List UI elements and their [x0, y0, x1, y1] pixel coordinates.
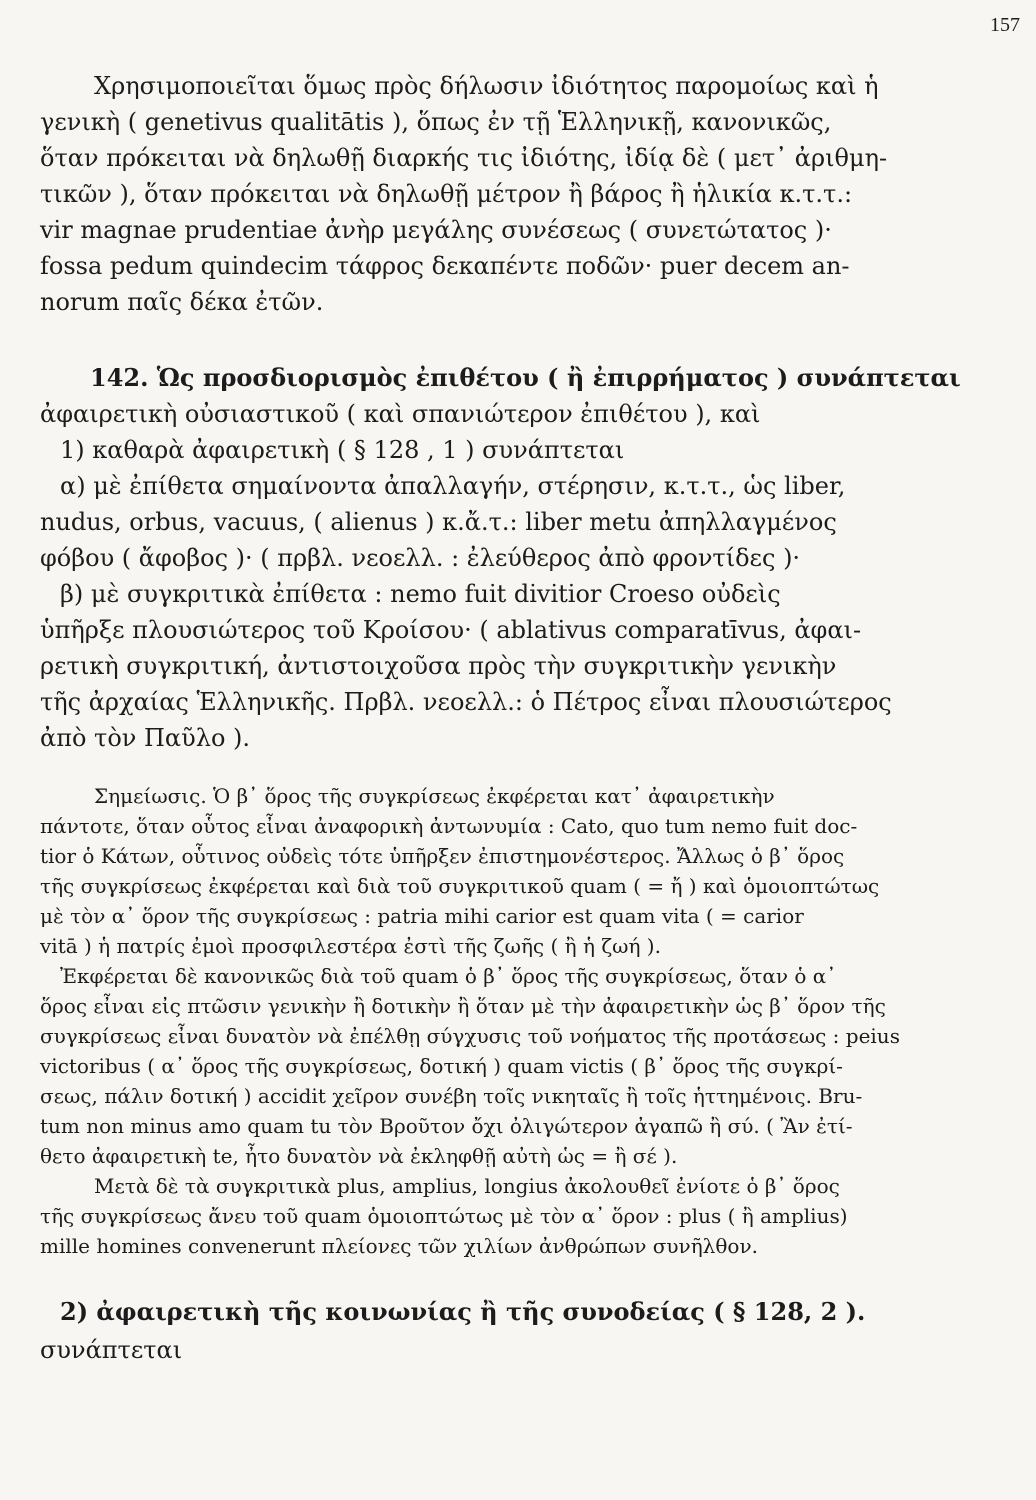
text-line: fossa pedum quindecim τάφρος δεκαπέντε ποδῶν· puer decem an- — [40, 252, 850, 280]
text-line: norum παῖς δέκα ἐτῶν. — [40, 288, 324, 316]
note-line: σεως, πάλιν δοτική ) accidit χεῖρον συνέβη τοῖς νικηταῖς ἢ τοῖς ἡττημένοις. Bru- — [40, 1084, 863, 1108]
text-line: ρετικὴ συγκριτική, ἀντιστοιχοῦσα πρὸς τὴν συγκριτικὴν γενικὴν — [40, 652, 837, 680]
page-number: 157 — [990, 14, 1020, 36]
text-line: γενικὴ ( genetivus qualitātis ), ὅπως ἐν τῇ Ἑλληνικῇ, κανονικῶς, — [40, 108, 832, 136]
note-line: victoribus ( α᾽ ὅρος τῆς συγκρίσεως, δοτική ) quam victis ( β᾽ ὅρος τῆς συγκρί- — [40, 1054, 843, 1078]
text-line: ὅταν πρόκειται νὰ δηλωθῇ διαρκής τις ἰδιότης, ἰδίᾳ δὲ ( μετ᾽ ἀριθμη- — [40, 144, 888, 172]
text-line: Χρησιμοποιεῖται ὅμως πρὸς δήλωσιν ἰδιότητος παρομοίως καὶ ἡ — [94, 72, 879, 100]
note-line: πάντοτε, ὅταν οὗτος εἶναι ἀναφορικὴ ἀντωνυμία : Cato, quo tum nemo fuit doc- — [40, 814, 858, 838]
section-heading: 142. Ὡς προσδιορισμὸς ἐπιθέτου ( ἢ ἐπιρρήματος ) συνάπτεται — [90, 363, 961, 392]
note-line: ὅρος εἶναι εἰς πτῶσιν γενικὴν ἢ δοτικὴν ἢ ὅταν μὲ τὴν ἀφαιρετικὴν ὡς β᾽ ὅρον τῆς — [40, 994, 886, 1018]
note-line: tior ὁ Κάτων, οὗτινος οὐδεὶς τότε ὑπῆρξεν ἐπιστημονέστερος. Ἄλλως ὁ β᾽ ὅρος — [40, 844, 845, 868]
text-line: συνάπτεται — [40, 1336, 183, 1364]
text-line: β) μὲ συγκριτικὰ ἐπίθετα : nemo fuit divitior Croeso οὐδεὶς — [60, 580, 781, 608]
note-line: vitā ) ἡ πατρίς ἐμοὶ προσφιλεστέρα ἐστὶ τῆς ζωῆς ( ἢ ἡ ζωή ). — [40, 934, 661, 958]
text-line: ὑπῆρξε πλουσιώτερος τοῦ Κροίσου· ( ablativus comparatīvus, ἀφαι- — [40, 616, 862, 644]
note-line: θετο ἀφαιρετικὴ te, ἦτο δυνατὸν νὰ ἐκληφθῇ αὐτὴ ὡς = ἢ σέ ). — [40, 1144, 678, 1168]
text-line: φόβου ( ἄφοβος )· ( πρβλ. νεοελλ. : ἐλεύθερος ἀπὸ φροντίδες )· — [40, 544, 801, 572]
text-line: nudus, orbus, vacuus, ( alienus ) κ.ἄ.τ.: liber metu ἀπηλλαγμένος — [40, 508, 837, 536]
subsection-heading: 2) ἀφαιρετικὴ τῆς κοινωνίας ἢ τῆς συνοδείας ( § 128, 2 ). — [60, 1297, 866, 1326]
note-line: mille homines convenerunt πλείονες τῶν χιλίων ἀνθρώπων συνῆλθον. — [40, 1234, 758, 1258]
text-line: 1) καθαρὰ ἀφαιρετικὴ ( § 128 , 1 ) συνάπτεται — [60, 436, 625, 464]
text-line: ἀπὸ τὸν Παῦλο ). — [40, 724, 251, 752]
text-line: τικῶν ), ὅταν πρόκειται νὰ δηλωθῇ μέτρον ἢ βάρος ἢ ἡλικία κ.τ.τ.: — [40, 180, 853, 208]
note-line: τῆς συγκρίσεως ἄνευ τοῦ quam ὁμοιοπτώτως μὲ τὸν α᾽ ὅρον : plus ( ἢ amplius) — [40, 1204, 848, 1228]
note-line: Ἐκφέρεται δὲ κανονικῶς διὰ τοῦ quam ὁ β᾽ ὅρος τῆς συγκρίσεως, ὅταν ὁ α᾽ — [60, 964, 837, 988]
note-line: Σημείωσις. Ὁ β᾽ ὅρος τῆς συγκρίσεως ἐκφέρεται κατ᾽ ἀφαιρετικὴν — [94, 784, 775, 808]
text-line: τῆς ἀρχαίας Ἑλληνικῆς. Πρβλ. νεοελλ.: ὁ Πέτρος εἶναι πλουσιώτερος — [40, 688, 892, 716]
text-line: vir magnae prudentiae ἀνὴρ μεγάλης συνέσεως ( συνετώτατος )· — [40, 216, 832, 244]
note-line: τῆς συγκρίσεως ἐκφέρεται καὶ διὰ τοῦ συγκριτικοῦ quam ( = ἤ ) καὶ ὁμοιοπτώτως — [40, 874, 880, 898]
text-line: ἀφαιρετικὴ οὐσιαστικοῦ ( καὶ σπανιώτερον ἐπιθέτου ), καὶ — [40, 400, 761, 428]
note-line: tum non minus amo quam tu τὸν Βροῦτον ὄχι ὀλιγώτερον ἀγαπῶ ἢ σύ. ( Ἂν ἐτί- — [40, 1114, 853, 1138]
note-line: Μετὰ δὲ τὰ συγκριτικὰ plus, amplius, longius ἀκολουθεῖ ἐνίοτε ὁ β᾽ ὅρος — [94, 1174, 840, 1198]
note-line: συγκρίσεως εἶναι δυνατὸν νὰ ἐπέλθῃ σύγχυσις τοῦ νοήματος τῆς προτάσεως : peius — [40, 1024, 900, 1048]
text-line: α) μὲ ἐπίθετα σημαίνοντα ἀπαλλαγήν, στέρησιν, κ.τ.τ., ὡς liber, — [60, 472, 846, 500]
note-line: μὲ τὸν α᾽ ὅρον τῆς συγκρίσεως : patria mihi carior est quam vita ( = carior — [40, 904, 804, 928]
